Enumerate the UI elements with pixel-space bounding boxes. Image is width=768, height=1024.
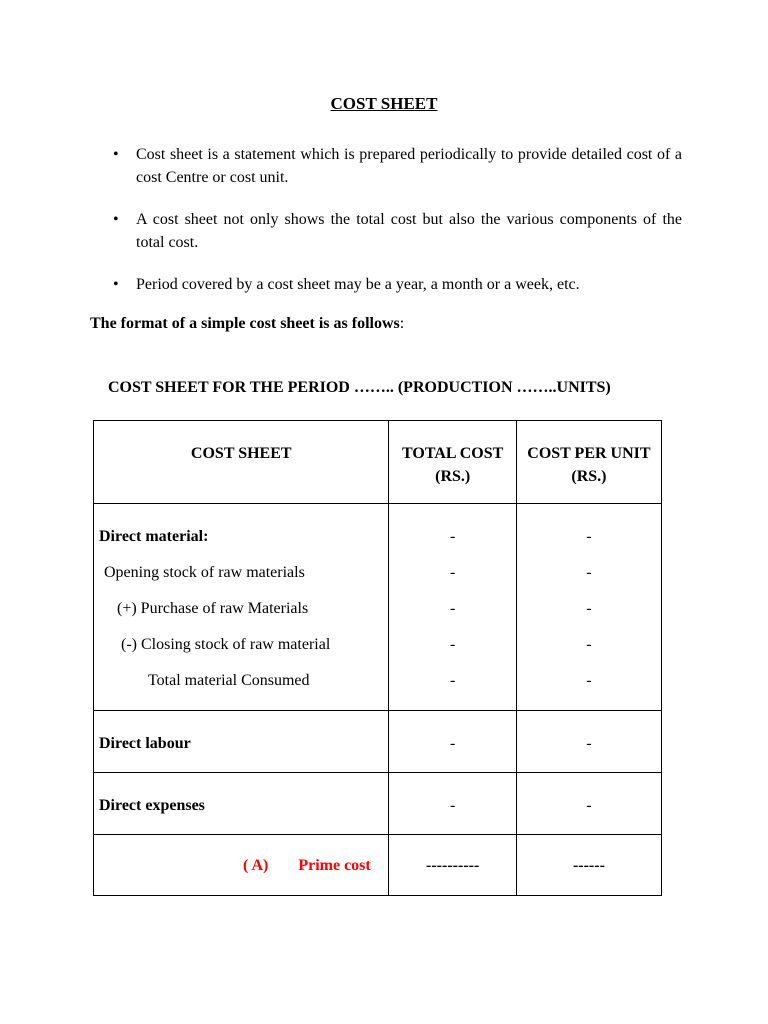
labour-label-cell xyxy=(94,711,389,773)
value-dash: - xyxy=(450,528,456,545)
value-dash: - xyxy=(586,672,592,689)
header-cell-cost-sheet xyxy=(94,421,389,504)
value-dash: - xyxy=(450,600,456,617)
bullet-text: Period covered by a cost sheet may be a year, a month or a week, etc. xyxy=(136,276,580,293)
prime-label-cell xyxy=(94,835,389,896)
format-intro-colon: : xyxy=(399,315,405,332)
prime-total: ---------- xyxy=(426,857,480,874)
bullet-dot-icon: • xyxy=(113,276,119,293)
expenses-total: - xyxy=(450,797,456,814)
prime-marker: ( A) xyxy=(243,857,269,874)
bullet-text: A cost sheet not only shows the total cost but also the various components of the total cost. xyxy=(136,211,682,251)
material-closing: (-) Closing stock of raw material xyxy=(121,636,331,653)
value-dash: - xyxy=(586,636,592,653)
format-intro xyxy=(90,315,404,333)
material-lines xyxy=(94,504,388,706)
expenses-per-unit: - xyxy=(586,797,592,814)
bullet-item xyxy=(112,208,682,254)
prime-label: Prime cost xyxy=(298,857,371,874)
cost-sheet-table xyxy=(93,420,662,896)
expenses-total-cell xyxy=(389,773,516,835)
value-dash: - xyxy=(586,600,592,617)
expenses-label: Direct expenses xyxy=(99,797,205,814)
value-dash: - xyxy=(450,636,456,653)
header-line: (RS.) xyxy=(571,468,607,485)
labour-per-unit-cell xyxy=(516,711,661,773)
prime-total-cell xyxy=(389,835,516,896)
material-total-cost-cell xyxy=(389,504,516,711)
value-dash: - xyxy=(450,672,456,689)
labour-total-cell xyxy=(389,711,516,773)
prime-per-unit: ------ xyxy=(572,857,605,874)
bullet-dot-icon: • xyxy=(113,146,119,163)
bullet-item xyxy=(112,143,682,189)
value-dash: - xyxy=(586,564,592,581)
header-label xyxy=(517,421,661,488)
format-intro-text: The format of a simple cost sheet is as follows xyxy=(90,315,400,332)
labour-label: Direct labour xyxy=(99,735,191,752)
labour-total: - xyxy=(450,735,456,752)
prime-label-line xyxy=(94,835,388,876)
bullet-text: Cost sheet is a statement which is prepared periodically to provide detailed cost of a cost Centre or cost unit. xyxy=(136,146,682,186)
table-row-direct-material xyxy=(94,504,662,711)
bullet-dot-icon: • xyxy=(113,211,119,228)
header-label: COST SHEET xyxy=(190,445,292,462)
prime-per-unit-cell xyxy=(516,835,661,896)
header-cell-cost-per-unit xyxy=(516,421,661,504)
header-line: (RS.) xyxy=(435,468,471,485)
material-purchase: (+) Purchase of raw Materials xyxy=(117,600,309,617)
header-cell-total-cost xyxy=(389,421,516,504)
material-heading: Direct material: xyxy=(99,528,209,545)
value-dash: - xyxy=(586,528,592,545)
bullet-list xyxy=(112,143,682,315)
expenses-per-unit-cell xyxy=(516,773,661,835)
header-line: TOTAL COST xyxy=(402,445,504,462)
header-line: COST PER UNIT xyxy=(527,445,651,462)
bullet-item xyxy=(112,273,682,296)
page-title xyxy=(0,94,768,114)
table-row-direct-labour xyxy=(94,711,662,773)
labour-per-unit: - xyxy=(586,735,592,752)
table-row-prime-cost xyxy=(94,835,662,896)
material-label-cell xyxy=(94,504,389,711)
material-per-unit-cell xyxy=(516,504,661,711)
material-total: Total material Consumed xyxy=(148,672,310,689)
page-title-text: COST SHEET xyxy=(330,94,438,113)
value-dash: - xyxy=(450,564,456,581)
table-row-direct-expenses xyxy=(94,773,662,835)
material-per-unit-values xyxy=(517,504,661,706)
expenses-label-cell xyxy=(94,773,389,835)
material-total-cost-values xyxy=(389,504,515,706)
material-opening: Opening stock of raw materials xyxy=(104,564,305,581)
header-label xyxy=(389,421,515,488)
table-header-row xyxy=(94,421,662,504)
period-heading: COST SHEET FOR THE PERIOD …….. (PRODUCTION ……..UNITS) xyxy=(108,379,611,396)
